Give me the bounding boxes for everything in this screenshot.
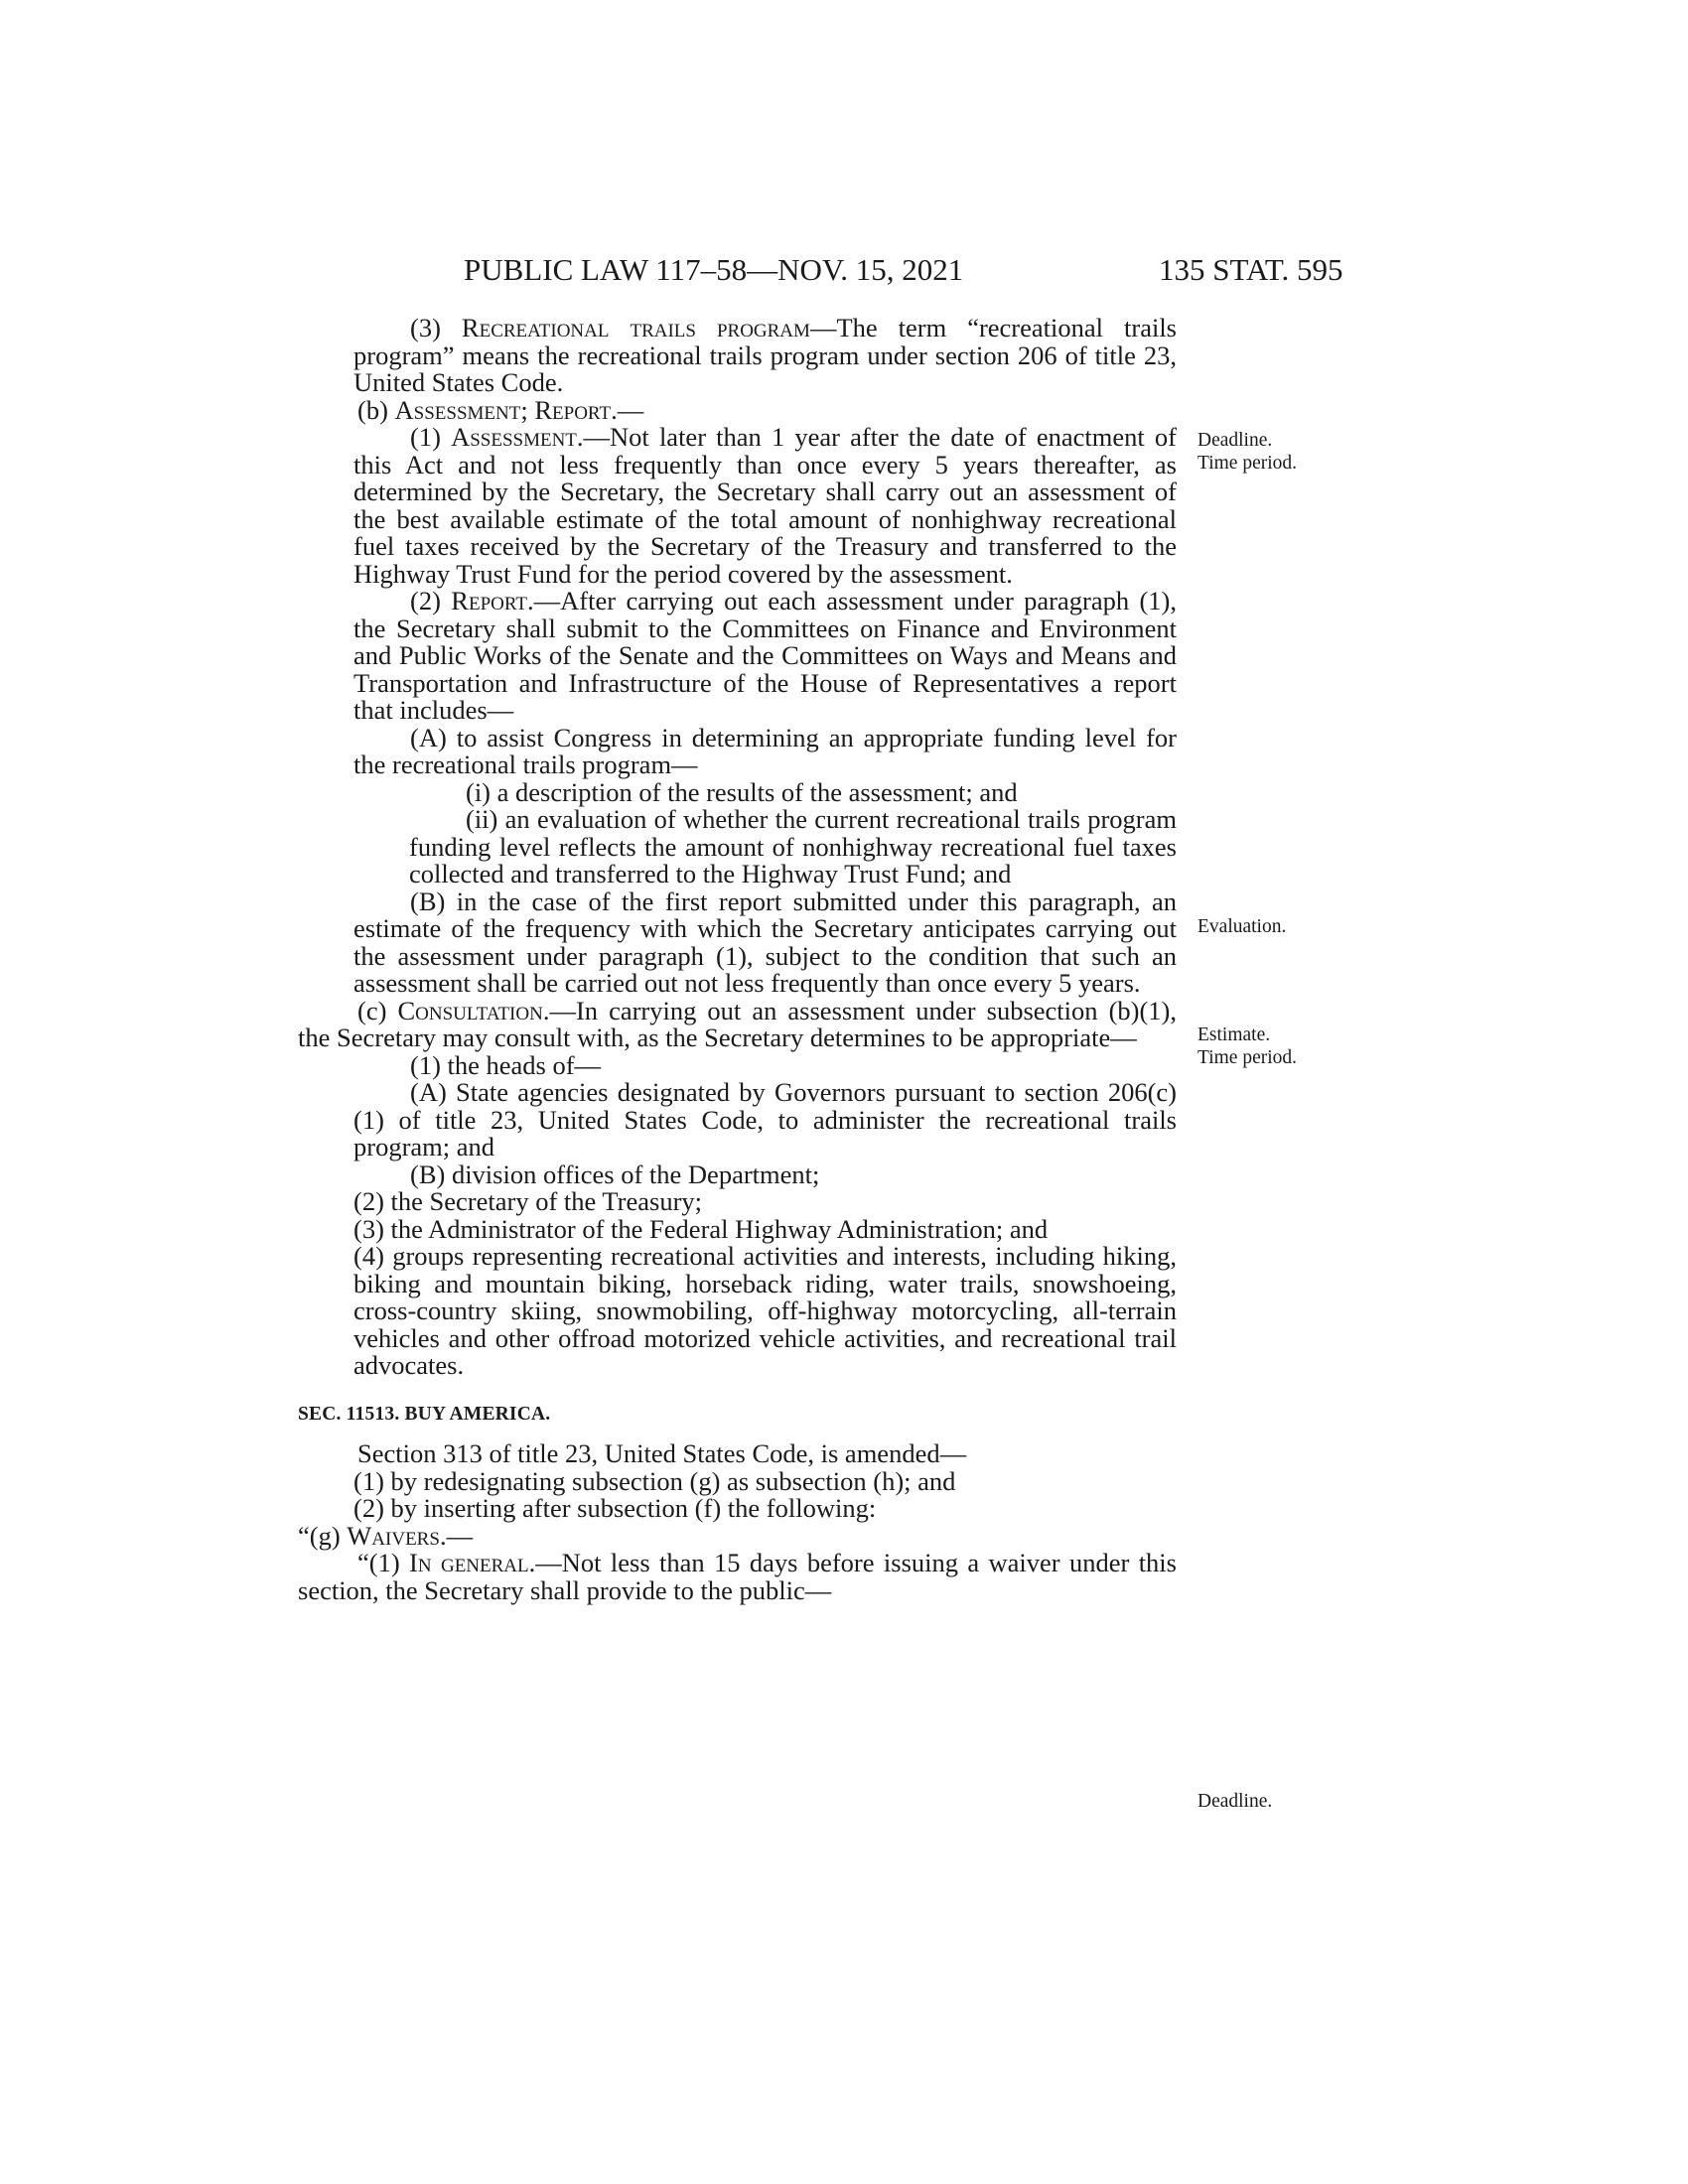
paragraph-g1: “(1) In general.—Not less than 15 days before issuing a waiver under this section, the Secretary shall provide to the public—: [298, 1548, 1177, 1605]
header-title: PUBLIC LAW 117–58—NOV. 15, 2021: [464, 252, 964, 287]
subparagraph-b2B: (B) in the case of the first report submitted under this paragraph, an estimate of the frequency with which the Secretary anticipates carrying out the assessment under paragraph (1), subject to the condition that such an assessment shall be carried out not less frequently than once every 5 years.: [353, 886, 1177, 998]
subsection-c-consultation: (c) Consultation.—In carrying out an assessment under subsection (b)(1), the Secretary may consult with, as the Secretary determines to be appropriate—: [298, 995, 1177, 1052]
clause-b2Ai: (i) a description of the results of the assessment; and: [466, 776, 1018, 807]
paragraph-b2-report: (2) Report.—After carrying out each assessment under paragraph (1), the Secretary shall submit to the Committees on Finance and Environment and Public Works of the Senate and the Committees on Ways and Means and Transportation and Infrastructure of the House of Representatives a report that includes—: [353, 586, 1178, 725]
paragraph-c4: (4) groups representing recreational activities and interests, including hiking, biking and mountain biking, horseback riding, water trails, snowshoeing, cross-country skiing, snowmobiling, off-highway motorcycling, all-terrain vehicles and other offroad motorized vehicle activities, and recreational trail advocates.: [353, 1241, 1177, 1380]
paragraph-c2: (2) the Secretary of the Treasury;: [353, 1186, 703, 1216]
paragraph-b1-assessment: (1) Assessment.—Not later than 1 year after the date of enactment of this Act and not less frequently than once every 5 years thereafter, as determined by the Secretary, the Secretary shall carry out an assessment of the best available estimate of the total amount of nonhighway recreational fuel taxes received by the Secretary of the Treasury and transferred to the Highway Trust Fund for the period covered by the assessment.: [353, 422, 1177, 589]
subparagraph-c1A: (A) State agencies designated by Governors pursuant to section 206(c)(1) of title 23, United States Code, to administer the recreational trails program; and: [353, 1077, 1177, 1161]
margin-note-deadline-time-period: Deadline. Time period.: [1197, 430, 1298, 474]
page-number: 135 STAT. 595: [1159, 252, 1343, 287]
section-intro: Section 313 of title 23, United States Code, is amended—: [357, 1438, 967, 1468]
statute-body: [298, 315, 1177, 1604]
amendment-1: (1) by redesignating subsection (g) as subsection (h); and: [353, 1465, 956, 1496]
subsection-b-heading: (b) Assessment; Report.—: [357, 394, 644, 425]
paragraph-c3: (3) the Administrator of the Federal Highway Administration; and: [353, 1213, 1049, 1244]
amendment-2: (2) by inserting after subsection (f) the following:: [353, 1493, 877, 1523]
section-heading: SEC. 11513. BUY AMERICA.: [298, 1403, 551, 1425]
subsection-g-heading: “(g) Waivers.—: [298, 1520, 474, 1551]
subparagraph-b2A: (A) to assist Congress in determining an appropriate funding level for the recreational trails program—: [353, 722, 1177, 779]
margin-note-deadline-2: Deadline.: [1197, 1791, 1273, 1812]
paragraph-3-recreational-trails: (3) Recreational trails program—The term “recreational trails program” means the recreational trails program under section 206 of title 23, United States Code.: [353, 313, 1177, 397]
subparagraph-c1B: (B) division offices of the Department;: [410, 1159, 820, 1189]
margin-note-evaluation: Evaluation.: [1197, 916, 1287, 937]
margin-note-estimate-time-period: Estimate. Time period.: [1197, 1024, 1298, 1068]
clause-b2Aii: (ii) an evaluation of whether the current recreational trails program funding level reflects the amount of nonhighway recreational fuel taxes collected and transferred to the Highway Trust Fund; and: [409, 804, 1177, 888]
paragraph-c1: (1) the heads of—: [410, 1049, 602, 1080]
running-header: [0, 252, 1688, 292]
